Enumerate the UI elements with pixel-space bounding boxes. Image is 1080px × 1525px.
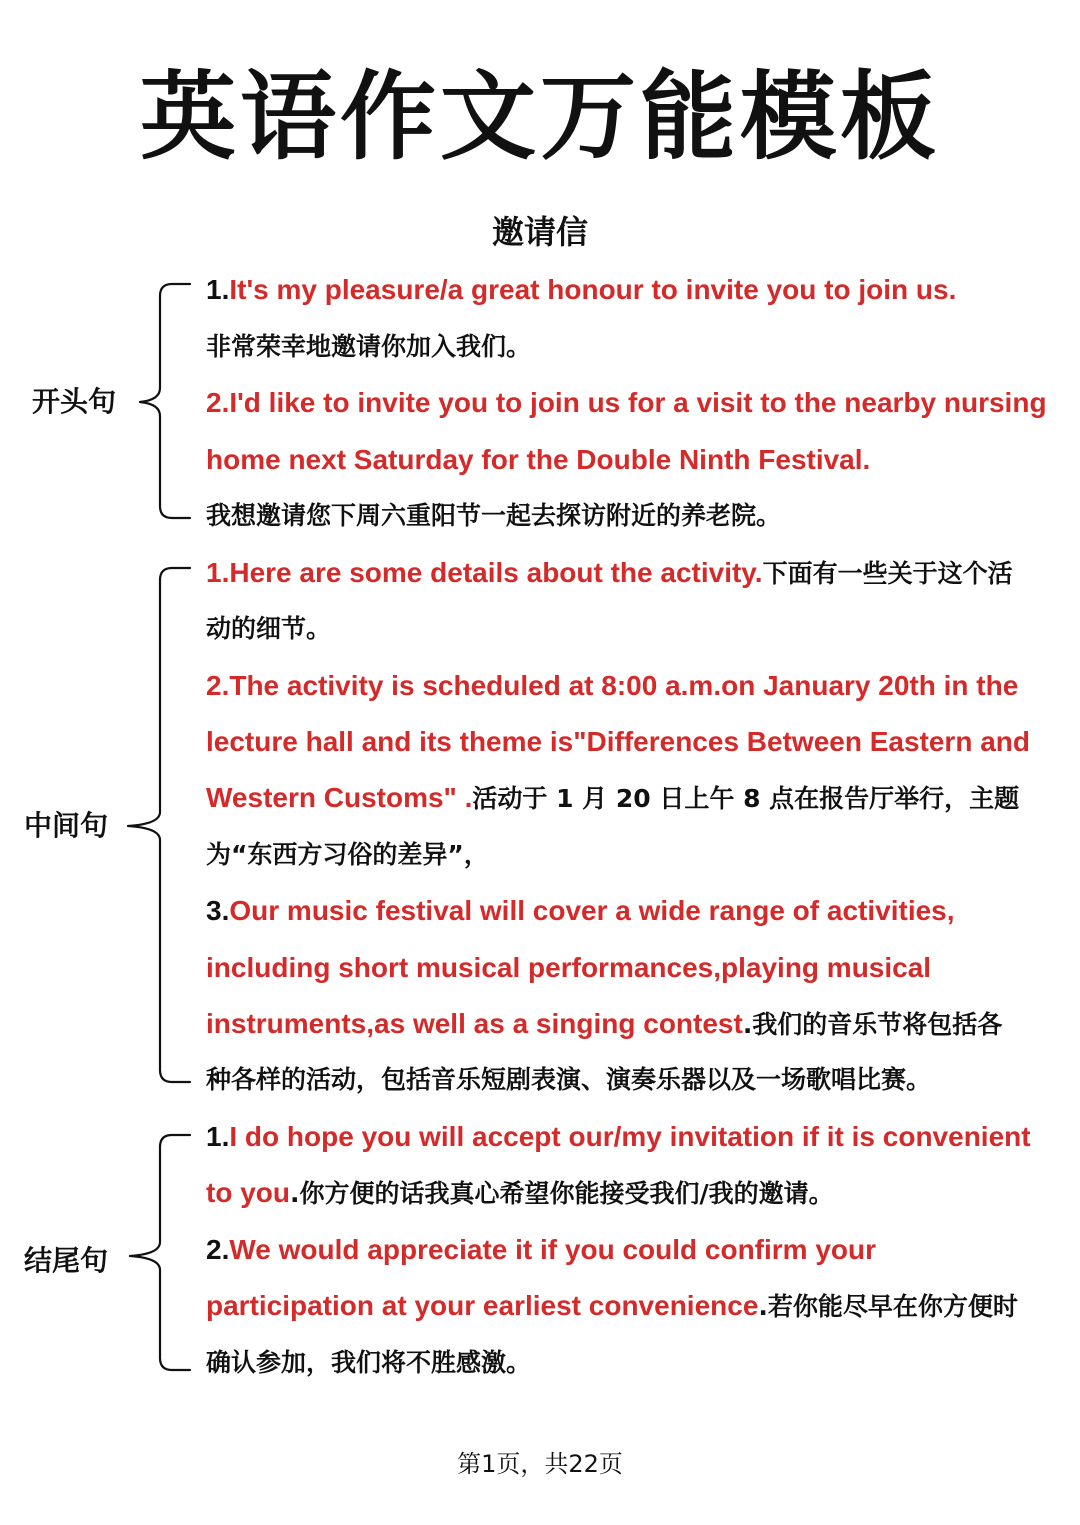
closing-line-3-en: We would appreciate it if you could confirm your (229, 1234, 877, 1265)
closing-line-1-en: I do hope you will accept our/my invitation if it is convenient (229, 1121, 1031, 1152)
opening-line-1-number: 1. (206, 274, 230, 305)
middle-line-1-cn: 下面有一些关于这个活 (762, 559, 1013, 588)
section-label-opening: 开头句 (32, 385, 117, 418)
closing-line-1 (206, 1117, 1031, 1157)
closing-line-4-cn: .若你能尽早在你方便时 (758, 1292, 1018, 1321)
middle-line-5 (206, 778, 1019, 819)
closing-brace (130, 1135, 190, 1370)
page-title: 英语作文万能模板 (140, 61, 940, 173)
page-subtitle: 邀请信 (491, 213, 588, 251)
section-label-closing: 结尾句 (24, 1244, 109, 1277)
closing-line-3-number: 2. (206, 1234, 230, 1265)
middle-line-6: 为“东西方习俗的差异”， (206, 840, 489, 869)
closing-line-4-en: participation at your earliest convenience (206, 1290, 759, 1321)
middle-line-5-en: Western Customs" . (206, 782, 473, 813)
opening-line-1 (206, 270, 956, 310)
opening-brace (140, 284, 190, 518)
closing-line-4 (206, 1286, 1018, 1327)
middle-line-1 (206, 553, 1013, 594)
page-indicator: 第1页，共22页 (457, 1450, 623, 1478)
middle-line-9 (206, 1004, 1002, 1045)
middle-line-3: 2.The activity is scheduled at 8:00 a.m.on January 20th in the (206, 670, 1019, 701)
middle-line-2: 动的细节。 (206, 614, 332, 643)
middle-line-7-en: Our music festival will cover a wide range of activities, (229, 895, 955, 926)
middle-line-8: including short musical performances,playing musical (206, 952, 932, 983)
middle-brace (128, 568, 190, 1082)
opening-line-2: 非常荣幸地邀请你加入我们。 (206, 332, 532, 361)
closing-line-2 (206, 1173, 834, 1214)
middle-line-7 (206, 891, 955, 931)
middle-line-10: 种各样的活动，包括音乐短剧表演、演奏乐器以及一场歌唱比赛。 (206, 1065, 932, 1094)
opening-line-1-en: It's my pleasure/a great honour to invite you to join us. (229, 274, 957, 305)
closing-line-3 (206, 1230, 876, 1270)
section-label-middle: 中间句 (24, 809, 109, 842)
opening-line-5: 我想邀请您下周六重阳节一起去探访附近的养老院。 (206, 501, 782, 530)
opening-line-4: home next Saturday for the Double Ninth Festival. (206, 444, 871, 475)
middle-line-9-cn: .我们的音乐节将包括各 (742, 1010, 1003, 1039)
middle-line-4: lecture hall and its theme is"Differences Between Eastern and (206, 726, 1030, 757)
middle-line-7-number: 3. (206, 895, 230, 926)
closing-line-2-cn: .你方便的话我真心希望你能接受我们/我的邀请。 (290, 1179, 834, 1208)
opening-line-3: 2.I'd like to invite you to join us for a visit to the nearby nursing (206, 387, 1047, 418)
middle-line-1-en: 1.Here are some details about the activity. (206, 557, 763, 588)
middle-line-9-en: instruments,as well as a singing contest (206, 1008, 743, 1039)
closing-line-1-number: 1. (206, 1121, 230, 1152)
closing-line-5: 确认参加，我们将不胜感激。 (206, 1348, 532, 1377)
middle-line-5-cn: 活动于 1 月 20 日上午 8 点在报告厅举行，主题 (472, 784, 1020, 813)
closing-line-2-en: to you (206, 1177, 290, 1208)
